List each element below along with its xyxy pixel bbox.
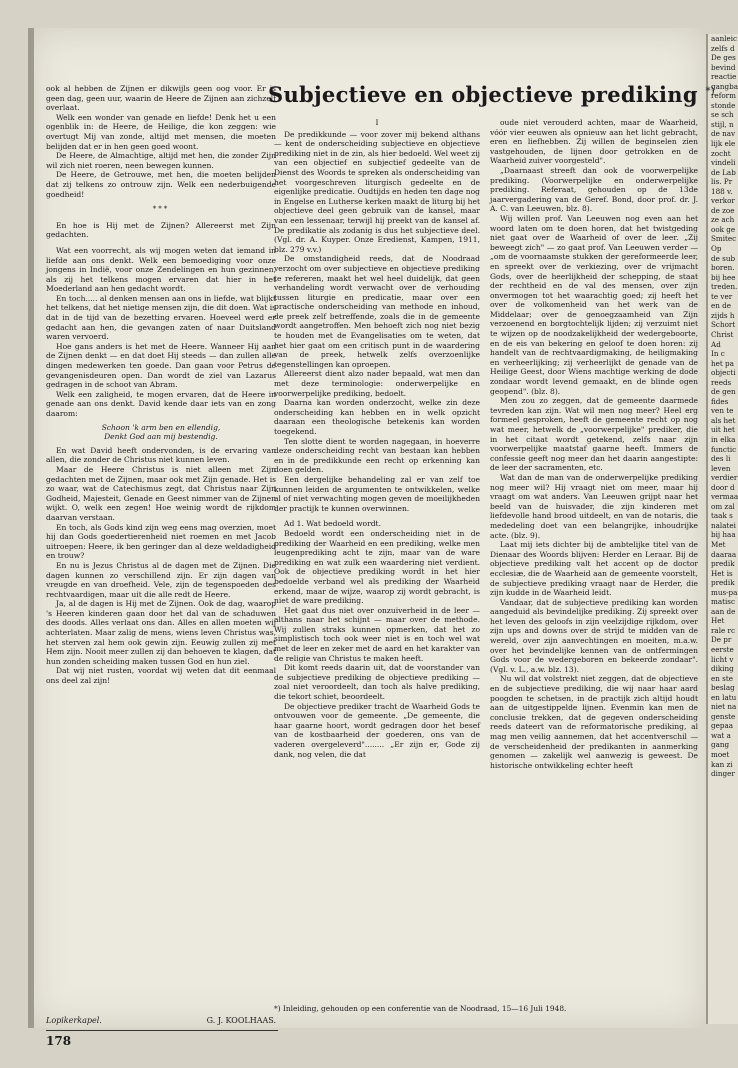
middle-paragraph-8: Bedoeld wordt een onderscheiding niet in de prediking der Waarheid en een prediking, welke men leugenprediking acht te zijn, maar van de ware prediking en wat zulk een waardering niet verdient. Ook de objectieve prediking wordt in het hier bedoelde verband wel als prediking der Waarheid erkend, maar de wijze, waarop zij wordt gebracht, is niet de ware prediking. xyxy=(274,528,480,606)
signature-author: G. J. KOOLHAAS. xyxy=(206,1016,276,1025)
next-page-edge xyxy=(706,34,738,1024)
next-page-fragment: eerste xyxy=(711,645,734,654)
left-paragraph-c-1: En wat David heeft ondervonden, is de ervaring van allen, die zonder de Christus niet kunnen leven. xyxy=(46,445,276,465)
next-page-fragment: se sch xyxy=(711,110,734,120)
article-title-text: Subjectieve en objectieve prediking xyxy=(268,82,698,107)
middle-paragraph-2: De omstandigheid reeds, dat de Noodraad verzocht om over subjectieve en objectieve prediking te refereren, maakt het wel heel duidelijk, dat geen verhandeling wordt verwacht over de verhouding tussen liturgie en predicatie, maar over een practische onderscheiding van methode en inhoud, de preek zelf betreffende, zoals die in de gemeente wordt aangetroffen. Men behoeft zich nog niet bezig te houden met de Evangelisaties om te weten, dat het hier gaat om een critisch punt in de waardering van de preek, hetwelk zelfs overzoenlijke tegenstellingen kan oproepen. xyxy=(274,254,480,369)
right-paragraph-2: „Daarnaast streeft dan ook de voorwerpelijke prediking. (Voorwerpelijke en onderwerpelijke prediking. Referaat, gehouden op de 13de jaarvergadering van de Geref. Bond, door prof. dr. J. A. C. van Leeuwen, blz. 8). xyxy=(490,165,698,214)
left-paragraph-a-3: De Heere, de Almachtige, altijd met hen, die zonder Zijn wil zich niet roeren, neen bewegen kunnen. xyxy=(46,151,276,170)
next-page-fragment: gangba xyxy=(711,81,738,91)
next-page-fragment: de zoe xyxy=(711,205,735,215)
next-page-fragment: beslag xyxy=(711,683,735,693)
next-page-fragment: lis. Pr xyxy=(711,177,733,187)
next-page-fragment: Smitec xyxy=(711,234,737,244)
next-page-fragment: zocht xyxy=(711,148,731,158)
next-page-fragment: Op xyxy=(711,244,722,254)
next-page-fragment: De pr xyxy=(711,635,732,645)
next-page-fragment: door d xyxy=(711,482,735,492)
section-stars: *** xyxy=(152,205,170,214)
middle-column xyxy=(274,118,480,759)
next-page-fragment: mus-pa xyxy=(711,587,738,597)
next-page-fragment: de nav xyxy=(711,129,736,139)
next-page-fragment: stijl, n xyxy=(711,119,734,129)
next-page-fragment: licht v xyxy=(711,654,734,664)
next-page-fragment: objecti xyxy=(711,368,736,378)
next-page-fragment: bij haa xyxy=(711,530,736,540)
next-page-fragment: nalatei xyxy=(711,520,736,530)
next-page-fragment: In c xyxy=(711,349,725,359)
next-page-fragment: reeds xyxy=(711,377,732,387)
middle-paragraph-6: Een dergelijke behandeling zal er van zelf toe kunnen leiden de argumenten te ontwikkelen, welke al of niet verwachting mogen geven de moeilijkheden der practijk te kunnen overwinnen. xyxy=(274,474,480,513)
next-page-fragment: leven xyxy=(711,463,731,473)
left-paragraph-a-2: Welk een wonder van genade en liefde! Denk het u een ogenblik in: de Heere, de Heilige, die kon zeggen: wie overtugt Mij van zonde, altijd met mensen, die moeten belijden dat er in hen geen goed woont. xyxy=(46,112,276,151)
left-paragraph-a-4: De Heere, de Getrouwe, met hen, die moeten belijden dat zij telkens zo ontrouw zijn. Welk een nederbuigende goedheid! xyxy=(46,170,276,199)
next-page-fragment: en ste xyxy=(711,673,733,683)
left-paragraph-c-4: En nu is Jezus Christus al de dagen met de Zijnen. Die dagen kunnen zo verschillend zijn. Er zijn dagen van vreugde en van droefheid. Vele, zijn de tegenspoeden des rechtvaardigen, maar uit die alle redt de Heere. xyxy=(46,560,276,599)
next-page-fragment: functic xyxy=(711,444,737,454)
footnote-marker: *) xyxy=(705,86,715,97)
next-page-fragment: reactie xyxy=(711,72,737,82)
right-paragraph-3: Wij willen prof. Van Leeuwen nog even aan het woord laten om te doen horen, dat het twistgeding niet gaat over de Waarheid of over de leer. „Zij beweegt zich" — zo gaat prof. Van Leeuwen verder — „om de voornaamste stukken der gereformeerde leer, en spreekt over de verkiezing, over de vrijmacht Gods, over de heerlijkheid der schepping, de staat der rechtheid en de val des mensen, over zijn onvermogen tot het waarachtig goed; zij heeft het over de volkomenheid van het werk van de Middelaar; over de genoegzaamheid van Zijn verzoenend en borgtochtelijk lijden; zij verzuimt niet te wijzen op de noodzakelijkheid der wedergeboorte, en de eis van bekering en geloof te doen horen: zij handelt van de rechtvaardigmaking, de heiligmaking en verheerlijking; zij verheerlijkt de genade van de Heilige Geest, door Wiens machtige werking de dode zondaar wordt levend gemaakt, en de blinde ogen geopend". (blz. 8). xyxy=(490,213,698,396)
right-paragraph-6: Laat mij iets dichter bij de ambtelijke titel van de Dienaar des Woords blijven: Herder en Leraar. Bij de objectieve prediking valt het accent op de doctor ecclesiæ, die de Waarheid aan de gemeente voorstelt, de subjectieve prediking vraagt naar de Herder, die zijn kudde in de Waarheid leidt. xyxy=(490,540,698,598)
right-column xyxy=(490,118,698,770)
next-page-fragment: predik xyxy=(711,559,735,569)
next-page-fragment: gang xyxy=(711,740,730,750)
left-paragraph-b-2: Wat een voorrecht, als wij mogen weten dat iemand in liefde aan ons denkt. Welk een bemoediging voor onze jongens in Indië, voor onze Zendelingen en hun gezinnen, als zij het telkens mogen ervaren dat hier in het Moederland aan hen gedacht wordt. xyxy=(46,245,276,294)
next-page-fragment: moet xyxy=(711,750,730,760)
right-paragraph-5: Wat dan de man van de onderwerpelijke prediking nog meer wil? Hij vraagt niet om meer, maar hij vraagt om wat anders. Van Leeuwen grijpt naar het beeld van de huisvader, die zijn kinderen met liefdevolle hand brood uitdeelt, en van de notaris, die mededeling doet van een belangrijke, inhoudrijke acte. (blz. 9). xyxy=(490,472,698,540)
next-page-fragment: ze ach xyxy=(711,215,735,225)
right-paragraph-1: oude niet verouderd achten, maar de Waarheid, vóór vier eeuwen als opnieuw aan het licht gebracht, eren en liefhebben. Zij willen de beginselen zien vastgehouden, de lijnen door getrokken en de Waarheid zuiver voorgesteld". xyxy=(490,118,698,166)
left-paragraph-b-5: Welk een zaligheid, te mogen ervaren, dat de Heere in genade aan ons denkt. David kende daar iets van en zong daarom: xyxy=(46,389,276,418)
middle-paragraph-3: Allereerst dient alzo nader bepaald, wat men dan met deze terminologie: onderwerpelijke en voorwerpelijke prediking, bedoelt. xyxy=(274,369,480,398)
next-page-fragment: matisc xyxy=(711,597,736,607)
next-page-fragment: bij hee xyxy=(711,272,736,282)
next-page-fragment: de gen xyxy=(711,387,736,397)
next-page-fragment: in elka xyxy=(711,434,736,444)
next-page-fragment: De ges xyxy=(711,53,736,63)
next-page-fragment: stonde xyxy=(711,100,736,110)
left-paragraph-c-6: Dat wij niet rusten, voordat wij weten dat dit eenmaal ons deel zal zijn! xyxy=(46,666,276,686)
next-page-fragment: vindeli xyxy=(711,158,736,168)
next-page-fragment: het pa xyxy=(711,358,734,368)
next-page-fragment: bevind xyxy=(711,62,736,72)
next-page-fragment: te ver xyxy=(711,291,733,301)
next-page-fragment: kan zi xyxy=(711,759,733,769)
left-paragraph-c-5: Ja, al de dagen is Hij met de Zijnen. Ook de dag, waarop 's Heeren kinderen gaan door het dal van de schaduwen des doods. Alles verlaat ons dan. Alles en allen moeten wij achterlaten. Maar zalig de mens, wiens leven Christus was, het sterven zal hem ook gewin zijn. Eeuwig zullen zij met Hem zijn. Nooit meer zullen zij dan behoeven te klagen, dat hun zonden scheiding maken tussen God en hun ziel. xyxy=(46,599,276,666)
verse-line-2: Denkt God aan mij bestendig. xyxy=(104,432,218,442)
next-page-fragment: taak s xyxy=(711,511,733,521)
next-page-fragment: ven te xyxy=(711,406,734,416)
left-paragraph-b-3: En toch..... al denken mensen aan ons in liefde, wat blijkt het telkens, dat het nietige mensen zijn, die dit doen. Wat is dat in de tijd van de bezetting ervaren. Hoeveel werd er gedacht aan hen, die gevangen zaten of naar Duitsland waren vervoerd. xyxy=(46,293,276,342)
left-paragraph-c-2: Maar de Heere Christus is niet alleen met Zijn gedachten met de Zijnen, maar ook met Zijn genade. Het is zo waar, wat de Catechismus zegt, dat Christus naar Zijn Godheid, Majesteit, Genade en Geest nimmer van de Zijnen wijkt. O, welk een zegen! Hoe weinig wordt de rijkdom daarvan verstaan. xyxy=(46,464,276,522)
next-page-fragment: genste xyxy=(711,711,736,721)
next-page-fragment: wat a xyxy=(711,730,731,740)
middle-paragraph-10: Dit komt reeds daarin uit, dat de voorstander van de subjectieve prediking de objectieve prediking — zoal niet veroordeelt, dan toch als halve prediking, die tekort schiet, beoordeelt. xyxy=(274,663,480,702)
footer-rule xyxy=(46,1030,278,1031)
binding-shadow xyxy=(28,28,34,1028)
left-column xyxy=(46,84,276,686)
next-page-fragment: als het xyxy=(711,415,736,425)
footnote: *) Inleiding, gehouden op een conferentie van de Noodraad, 15—16 Juli 1948. xyxy=(274,1004,567,1013)
next-page-fragment: Met xyxy=(711,539,726,549)
right-paragraph-7: Vandaar, dat de subjectieve prediking kan worden aangeduid als bevindelijke prediking. Zij spreekt over het leven des geloofs in zijn veelzijdige rijkdom, over zijn ups and downs over de strijd te midden van de wereld, over zijn aanvechtingen en moeiten, m.a.w. over het bevindelijke kennen van de ontfermingen Gods voor de wedergeboren en bekeerde zondaar". (Vgl. v. L., a.w. blz. 13). xyxy=(490,597,698,674)
next-page-fragment: en latu xyxy=(711,692,737,702)
next-page-fragment: reform xyxy=(711,91,736,101)
next-page-fragment: Ad xyxy=(711,339,721,349)
next-page-fragment: de Lab xyxy=(711,167,736,177)
article-title xyxy=(268,82,715,107)
next-page-fragment: verkor xyxy=(711,196,735,206)
left-paragraph-c-3: En toch, als Gods kind zijn weg eens mag overzien, moet hij dan Gods goedertierenheid niet roemen en met Jacob uitroepen: Heere, ik ben geringer dan al deze weldadigheid en trouw? xyxy=(46,522,276,561)
next-page-fragment: Het is xyxy=(711,568,733,578)
next-page-fragment: Het xyxy=(711,616,725,626)
section-numeral: I xyxy=(375,118,379,127)
next-page-fragment: predik xyxy=(711,578,735,588)
middle-paragraph-9: Het gaat dus niet over onzuiverheid in de leer — althans naar het schijnt — maar over de methode. Wij zullen straks kunnen opmerken, dat het zo simplistisch toch ook weer niet is en toch wel wat met de leer en zeker met de aard en het karakter van de religie van Christus te maken heeft. xyxy=(274,605,480,663)
right-paragraph-4: Men zou zo zeggen, dat de gemeente daarmede tevreden kan zijn. Wat wil men nog meer? Heel erg formeel gesproken, heeft de gemeente recht op nog wat meer, hetwelk de „voorwerpelijke" prediker, die in het citaat wordt getekend, zelfs naar zijn voorwerpelijke maatstaf gaarne heeft. Immers de confessie geeft nog meer dan het daarin aangestipte: de leer der sacramenten, etc. xyxy=(490,396,698,473)
next-page-fragment: verdier xyxy=(711,473,738,483)
next-page-fragment: en de xyxy=(711,301,732,311)
middle-paragraph-1: De predikkunde — voor zover mij bekend althans — kent de onderscheiding subjectieve en objectieve prediking niet in de zin, als hier bedoeld. Wel weet zij van een objectief en subjectief gedeelte van de Dienst des Woords te spreken als onderscheiding van het voorgeschreven liturgisch gedeelte en de eigenlijke predicatie. Oudtijds en heden ten dage nog in Engelse en Lutherse kerken maakt de liturg bij het objectieve deel geen gebruik van de kansel, maar van een lessenaar, terwijl hij preekt van de kansel af. De predikatie als zodanig is dus het subjectieve deel. (Vgl. dr. A. Kuyper. Onze Eredienst, Kampen, 1911, blz. 279 v.v.) xyxy=(274,129,480,254)
left-paragraph-a-1: ook al hebben de Zijnen er dikwijls geen oog voor. Er is geen dag, geen uur, waarin de Heere de Zijnen aan zichzelf overlaat. xyxy=(46,84,276,113)
next-page-fragment: boren. xyxy=(711,263,735,273)
next-page-fragment: treden. xyxy=(711,282,738,292)
left-paragraph-b-1: En hoe is Hij met de Zijnen? Allereerst met Zijn gedachten. xyxy=(46,220,276,240)
next-page-fragment: de sub xyxy=(711,253,736,263)
right-paragraph-8: Nu wil dat volstrekt niet zeggen, dat de objectieve en de subjectieve prediking, die wij naar haar aard poogden te schetsen, in de practijk zich altijd houdt aan de uitgestippelde lijnen. Evenmin kan men de conclusie trekken, dat de gegeven onderscheiding reeds dateert van de reformatorische prediking, al mag men veilig aannemen, dat het accentverschil — de verscheidenheid der predikanten in aanmerking genomen — zakelijk wel aanwezig is geweest. De historische ontwikkeling echter heeft xyxy=(490,674,698,770)
next-page-fragment: rale rc xyxy=(711,625,736,635)
middle-paragraph-5: Ten slotte dient te worden nagegaan, in hoeverre deze onderscheiding recht van bestaan kan hebben en in de predikkunde een recht op erkenning kan doen gelden. xyxy=(274,436,480,475)
next-page-fragment: ook ge xyxy=(711,224,736,234)
signature-line xyxy=(46,1016,276,1025)
page-number: 178 xyxy=(46,1034,72,1048)
middle-paragraph-4: Daarna kan worden onderzocht, welke zin deze onderscheiding kan hebben en in welk opzicht daaraan een theologische betekenis kan worden toegekend. xyxy=(274,398,480,436)
left-paragraph-b-4: Hoe gans anders is het met de Heere. Wanneer Hij aan de Zijnen denkt — en dat doet Hij steeds — dan zullen alle dingen medewerken ten goede. Dan gaan voor Petrus de gevangenisdeuren open. Dan wordt de ziel van Lazarus gedragen in de schoot van Abram. xyxy=(46,341,276,390)
next-page-fragment: niet na xyxy=(711,702,737,712)
next-page-fragment: diking xyxy=(711,664,734,674)
signature-place: Lopikerkapel. xyxy=(46,1016,102,1025)
verse-line-1: Schoon 'k arm ben en ellendig, xyxy=(101,422,221,432)
next-page-fragment: Schort xyxy=(711,320,736,330)
next-page-fragment: 188 v. xyxy=(711,186,733,196)
next-page-fragment: des li xyxy=(711,454,731,464)
next-page-fragment: om zal xyxy=(711,501,735,511)
next-page-fragment: daaraa xyxy=(711,549,737,559)
next-page-fragment: zijds h xyxy=(711,310,735,320)
middle-paragraph-11: De objectieve prediker tracht de Waarheid Gods te ontvouwen voor de gemeente. „De gemeente, die haar gaarne hoort, wordt gedragen door het besef van de kostbaarheid der goederen, ons van de vaderen overgeleverd"........ „Er zijn er, Gode zij dank, nog velen, die dat xyxy=(274,701,480,759)
quoted-verse xyxy=(46,423,276,442)
next-page-fragment: lijk ele xyxy=(711,139,736,149)
next-page-fragment: fides xyxy=(711,396,729,406)
next-page-fragment: dinger xyxy=(711,769,735,779)
next-page-fragment: aanleic xyxy=(711,34,738,43)
next-page-fragment: vermaa xyxy=(711,492,738,502)
middle-paragraph-7: Ad 1. Wat bedoeld wordt. xyxy=(284,519,381,529)
next-page-fragment: Christ xyxy=(711,329,734,339)
next-page-fragment: aan de xyxy=(711,606,736,616)
next-page-fragment: zelfs d xyxy=(711,43,735,53)
next-page-fragment: gepaa xyxy=(711,721,734,731)
next-page-fragment: uit het xyxy=(711,425,735,435)
